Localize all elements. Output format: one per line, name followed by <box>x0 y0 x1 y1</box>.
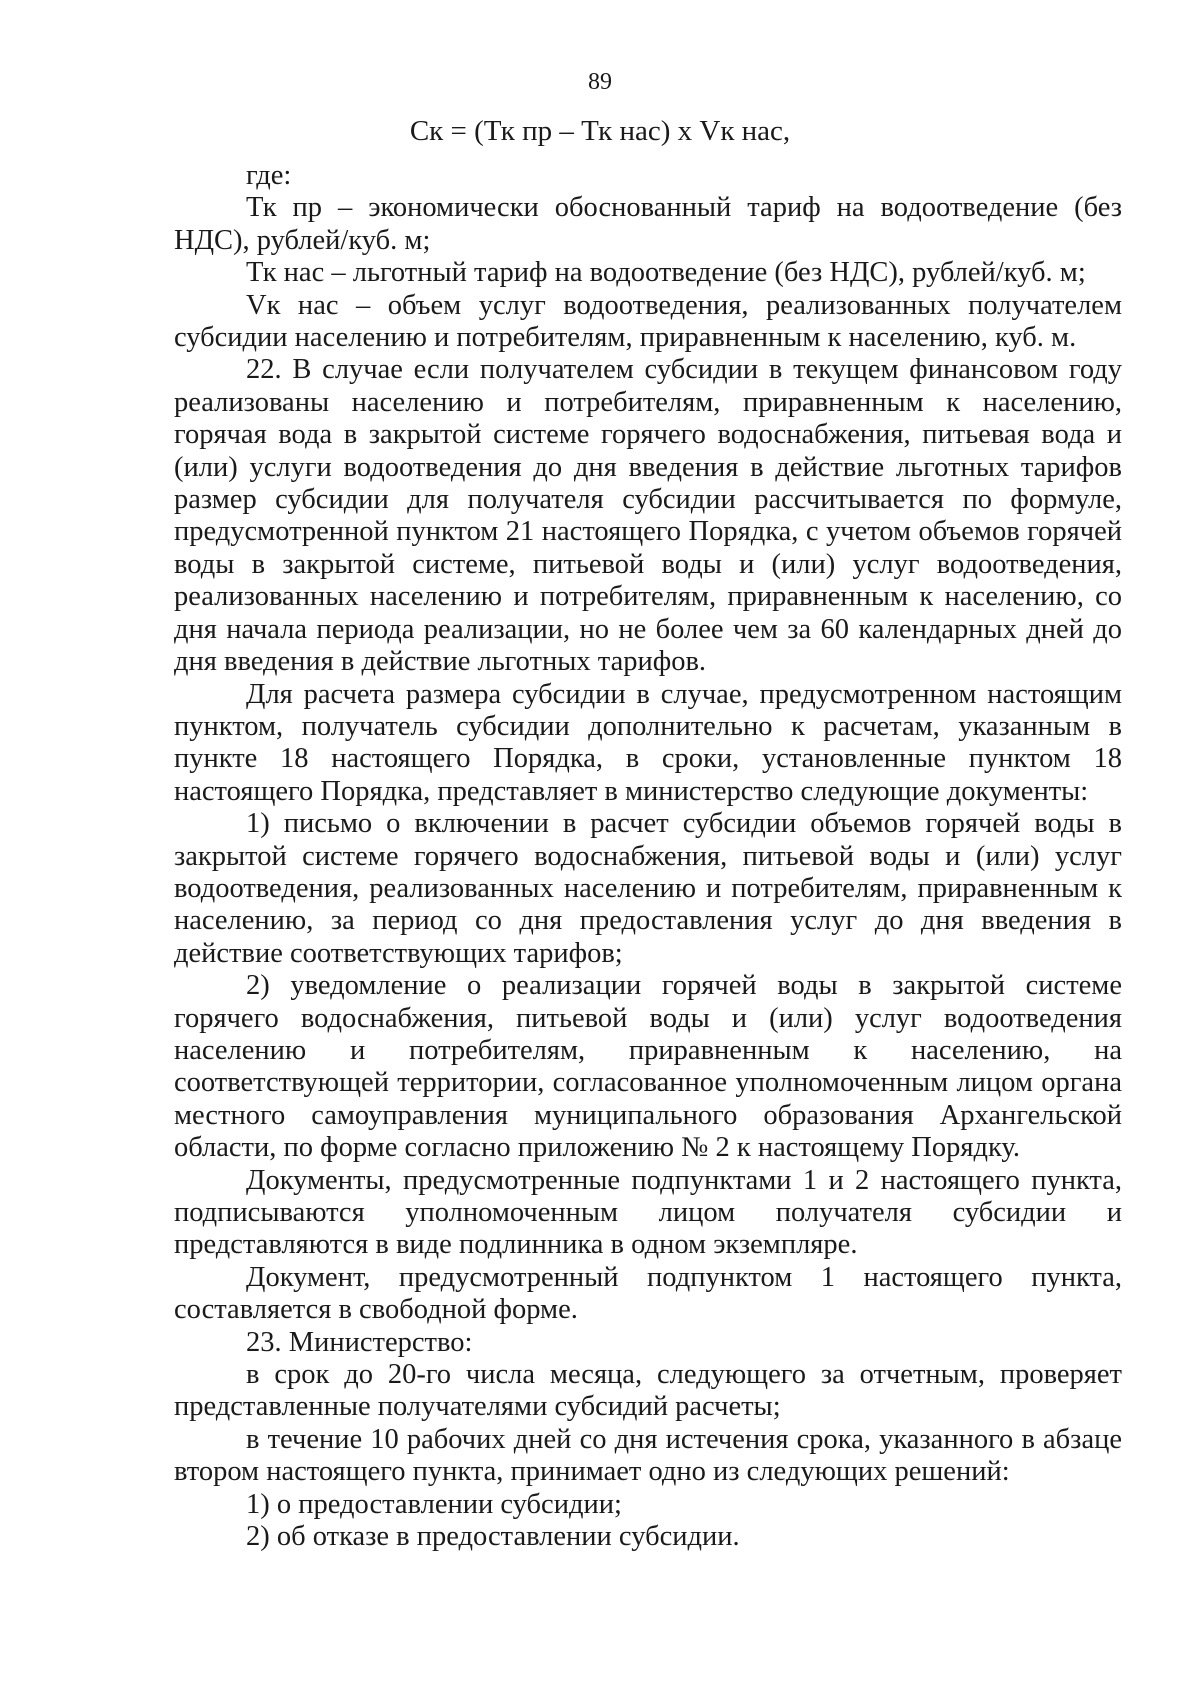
page-number: 89 <box>588 69 612 95</box>
paragraph-clause-23-check: в срок до 20-го числа месяца, следующего за отчетным, проверяет представленные получателями субсидий расчеты; <box>174 1359 1122 1423</box>
formula: Ск = (Тк пр – Тк нас) х Vк нас, <box>409 115 791 147</box>
paragraph-clause-23-decision: в течение 10 рабочих дней со дня истечения срока, указанного в абзаце втором настоящего пункта, принимает одно из следующих решений: <box>174 1423 1122 1488</box>
paragraph-tk-nas-definition: Тк нас – льготный тариф на водоотведение (без НДС), рублей/куб. м; <box>246 257 1086 289</box>
paragraph-vk-nas-definition: Vк нас – объем услуг водоотведения, реализованных получателем субсидии населению и потребителям, приравненным к населению, куб. м. <box>174 289 1122 354</box>
paragraph-clause-22: 22. В случае если получателем субсидии в текущем финансовом году реализованы населению и потребителям, приравненным к населению, горячая вода в закрытой системе горячего водоснабжения, питьевая вода и (или) услуги водоотведения до дня введения в действие льготных тарифов размер субсидии для получателя субсидии рассчитывается по формуле, предусмотренной пунктом 21 настоящего Порядка, с учетом объемов горячей воды в закрытой системе, питьевой воды и (или) услуг водоотведения, реализованных населению и потребителям, приравненным к населению, со дня начала периода реализации, но не более чем за 60 календарных дней до дня введения в действие льготных тарифов. <box>174 354 1122 678</box>
paragraph-clause-23: 23. Министерство: <box>246 1326 473 1358</box>
paragraph-documents-signing: Документы, предусмотренные подпунктами 1 и 2 настоящего пункта, подписываются уполномоченным лицом получателя субсидии и представляются в виде подлинника в одном экземпляре. <box>174 1164 1122 1261</box>
paragraph-clause-22-documents: Для расчета размера субсидии в случае, предусмотренном настоящим пунктом, получатель субсидии дополнительно к расчетам, указанным в пункте 18 настоящего Порядка, в сроки, установленные пунктом 18 настоящего Порядка, представляет в министерство следующие документы: <box>174 678 1122 807</box>
paragraph-where: где: <box>246 160 292 191</box>
paragraph-tk-pr-definition: Тк пр – экономически обоснованный тариф на водоотведение (без НДС), рублей/куб. м; <box>174 192 1122 256</box>
paragraph-free-form: Документ, предусмотренный подпунктом 1 настоящего пункта, составляется в свободной форме. <box>174 1261 1122 1326</box>
document-body <box>174 160 1122 1553</box>
paragraph-decision-grant: 1) о предоставлении субсидии; <box>246 1488 622 1520</box>
paragraph-decision-refuse: 2) об отказе в предоставлении субсидии. <box>246 1521 740 1553</box>
paragraph-clause-22-item-1: 1) письмо о включении в расчет субсидии объемов горячей воды в закрытой системе горячего водоснабжения, питьевой воды и (или) услуг водоотведения, реализованных населению и потребителям, приравненным к населению, за период со дня предоставления услуг до дня введения в действие соответствующих тарифов; <box>174 808 1122 969</box>
paragraph-clause-22-item-2: 2) уведомление о реализации горячей воды в закрытой системе горячего водоснабжения, питьевой воды и (или) услуг водоотведения населению и потребителям, приравненным к населению, на соответствующей территории, согласованное уполномоченным лицом органа местного самоуправления муниципального образования Архангельской области, по форме согласно приложению № 2 к настоящему Порядку. <box>174 970 1122 1164</box>
